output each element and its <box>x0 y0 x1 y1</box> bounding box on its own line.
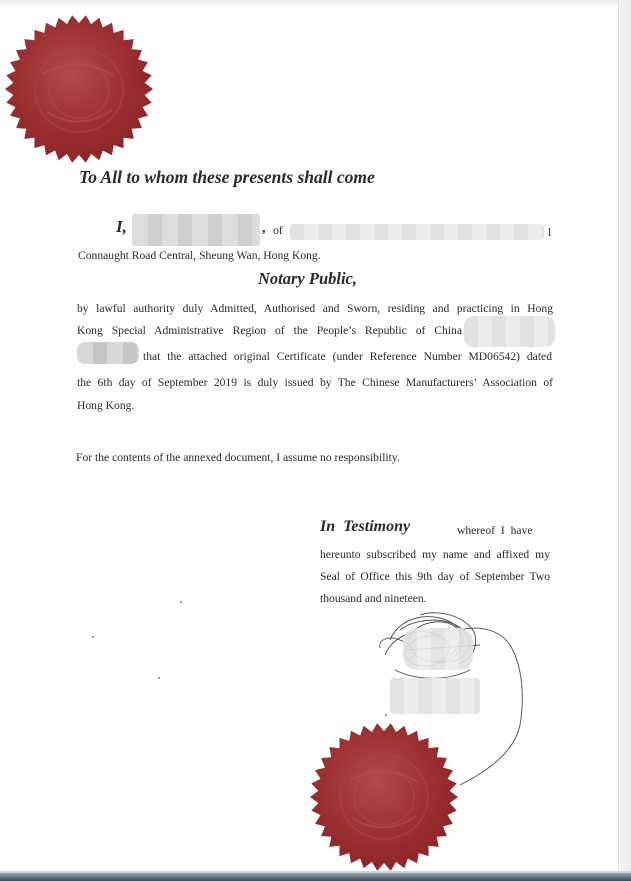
address-line: Connaught Road Central, Sheung Wan, Hong Kong. <box>78 249 321 262</box>
document-heading: To All to whom these presents shall come <box>79 167 375 187</box>
testimony-heading: In Testimony <box>320 518 411 535</box>
bottom-seal <box>308 722 460 872</box>
testimony-line-2: Seal of Office this 9th day of September Two <box>320 570 550 583</box>
body-line-4: the 6th day of September 2019 is duly issued by The Chinese Manufacturers’ Association of <box>77 376 553 389</box>
redacted-signature-name <box>403 628 473 670</box>
body-line-3: that the attached original Certificate (under Reference Number MD06542) dated <box>143 350 552 363</box>
opening-trailing-char: l <box>548 226 552 239</box>
top-seal <box>2 14 156 164</box>
testimony-line-1: hereunto subscribed my name and affixed my <box>320 548 550 561</box>
name-comma: , <box>262 221 266 236</box>
body-line-5: Hong Kong. <box>77 399 135 412</box>
testimony-first-line-rest: whereof I have <box>457 524 533 537</box>
redacted-notary-address <box>464 316 555 347</box>
paper-speck <box>180 601 182 603</box>
body-line-1: by lawful authority duly Admitted, Authorised and Sworn, residing and practicing in Hong <box>77 302 553 315</box>
redacted-signatory <box>390 678 480 714</box>
page-top-edge <box>0 0 631 6</box>
paper-speck <box>385 714 387 716</box>
notary-title: Notary Public, <box>258 269 357 288</box>
redacted-notary-name <box>132 214 260 246</box>
page-right-edge <box>618 0 631 881</box>
paper-speck <box>92 636 94 638</box>
opening-i: I, <box>116 217 127 236</box>
paper-speck <box>158 677 160 679</box>
disclaimer: For the contents of the annexed document, I assume no responsibility. <box>76 451 400 464</box>
body-line-2: Kong Special Administrative Region of the People’s Republic of China <box>77 324 462 337</box>
bottom-edge-bar <box>0 873 631 881</box>
redacted-notary-short <box>77 342 139 364</box>
testimony-line-3: thousand and nineteen. <box>320 592 427 605</box>
redacted-firm-address <box>290 224 544 240</box>
of-text: of <box>273 224 283 237</box>
